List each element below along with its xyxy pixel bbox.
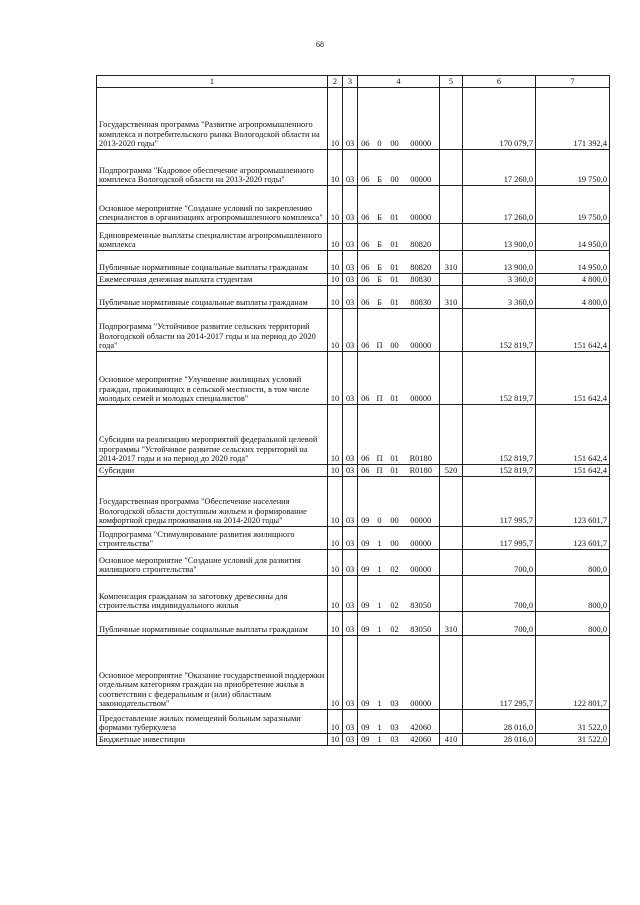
row-code-c: 03 (387, 734, 403, 746)
row-col5 (440, 186, 463, 224)
row-value-7: 171 392,4 (536, 88, 610, 150)
table-row (97, 527, 610, 550)
row-code-b: Б (373, 150, 387, 186)
row-col2: 10 (328, 186, 343, 224)
row-name: Публичные нормативные социальные выплаты гражданам (97, 251, 328, 274)
row-name: Подпрограмма "Стимулирование развития жилищного строительства" (97, 527, 328, 550)
row-code-c: 02 (387, 576, 403, 612)
row-col5 (440, 274, 463, 286)
row-col3: 03 (343, 150, 358, 186)
row-code-b: П (373, 309, 387, 352)
table-row (97, 550, 610, 576)
row-value-6: 28 016,0 (463, 710, 536, 734)
table-row (97, 286, 610, 309)
row-col2: 10 (328, 477, 343, 527)
row-name: Компенсация гражданам за заготовку древесины для строительства индивидуального жилья (97, 576, 328, 612)
row-value-7: 800,0 (536, 612, 610, 636)
row-code-d: 42060 (403, 710, 440, 734)
row-name: Основное мероприятие "Улучшение жилищных условий граждан, проживающих в сельской местности, в том числе молодых семей и молодых специалистов" (97, 352, 328, 405)
row-col3: 03 (343, 186, 358, 224)
row-col3: 03 (343, 636, 358, 710)
row-col5: 520 (440, 465, 463, 477)
row-value-6: 3 360,0 (463, 286, 536, 309)
row-value-6: 13 900,0 (463, 224, 536, 251)
row-code-d: 80830 (403, 274, 440, 286)
row-col2: 10 (328, 274, 343, 286)
row-code-a: 09 (358, 734, 373, 746)
row-col5 (440, 352, 463, 405)
row-col2: 10 (328, 636, 343, 710)
row-code-b: П (373, 352, 387, 405)
row-code-d: 80820 (403, 251, 440, 274)
row-code-c: 01 (387, 352, 403, 405)
table-row (97, 150, 610, 186)
row-value-6: 152 819,7 (463, 352, 536, 405)
row-col5 (440, 576, 463, 612)
row-code-d: R0180 (403, 465, 440, 477)
row-col5: 410 (440, 734, 463, 746)
row-col2: 10 (328, 352, 343, 405)
row-code-b: Б (373, 251, 387, 274)
row-value-7: 122 801,7 (536, 636, 610, 710)
row-col2: 10 (328, 224, 343, 251)
row-name: Публичные нормативные социальные выплаты гражданам (97, 286, 328, 309)
row-name: Подпрограмма "Кадровое обеспечение агропромышленного комплекса Вологодской области на 2013-2020 годы" (97, 150, 328, 186)
row-col3: 03 (343, 88, 358, 150)
row-value-7: 151 642,4 (536, 309, 610, 352)
row-code-b: 1 (373, 710, 387, 734)
table-row (97, 465, 610, 477)
row-code-d: 00000 (403, 477, 440, 527)
row-value-6: 13 900,0 (463, 251, 536, 274)
row-name: Публичные нормативные социальные выплаты гражданам (97, 612, 328, 636)
row-code-a: 09 (358, 612, 373, 636)
row-code-d: 42060 (403, 734, 440, 746)
row-code-d: 00000 (403, 186, 440, 224)
row-col5: 310 (440, 612, 463, 636)
table-row (97, 224, 610, 251)
col-header-5: 5 (440, 76, 463, 88)
row-name: Единовременные выплаты специалистам агропромышленного комплекса (97, 224, 328, 251)
row-code-d: 00000 (403, 527, 440, 550)
row-col3: 03 (343, 352, 358, 405)
row-code-a: 06 (358, 150, 373, 186)
row-code-b: 1 (373, 636, 387, 710)
page-number: 68 (316, 40, 324, 49)
row-col3: 03 (343, 612, 358, 636)
row-code-b: Б (373, 286, 387, 309)
row-value-7: 123 601,7 (536, 477, 610, 527)
row-code-d: R0180 (403, 405, 440, 465)
row-value-7: 31 522,0 (536, 710, 610, 734)
col-header-3: 3 (343, 76, 358, 88)
row-code-c: 00 (387, 477, 403, 527)
row-name: Основное мероприятие "Создание условий для развития жилищного строительства" (97, 550, 328, 576)
row-code-c: 03 (387, 636, 403, 710)
row-name: Предоставление жилых помещений больным заразными формами туберкулеза (97, 710, 328, 734)
table-row (97, 309, 610, 352)
row-code-c: 01 (387, 224, 403, 251)
col-header-1: 1 (97, 76, 328, 88)
row-code-c: 01 (387, 465, 403, 477)
table-row (97, 477, 610, 527)
table-row (97, 405, 610, 465)
row-col2: 10 (328, 734, 343, 746)
table-row (97, 352, 610, 405)
row-code-c: 01 (387, 274, 403, 286)
row-code-c: 00 (387, 527, 403, 550)
row-col5 (440, 405, 463, 465)
row-code-c: 01 (387, 286, 403, 309)
row-code-d: 00000 (403, 352, 440, 405)
table-row (97, 612, 610, 636)
row-col2: 10 (328, 309, 343, 352)
row-col5 (440, 150, 463, 186)
row-code-c: 00 (387, 150, 403, 186)
row-value-6: 117 995,7 (463, 477, 536, 527)
row-col5 (440, 550, 463, 576)
row-col2: 10 (328, 88, 343, 150)
table-row (97, 636, 610, 710)
row-col3: 03 (343, 477, 358, 527)
row-code-d: 80830 (403, 286, 440, 309)
row-code-c: 01 (387, 405, 403, 465)
row-code-b: 1 (373, 612, 387, 636)
row-value-7: 800,0 (536, 550, 610, 576)
row-col2: 10 (328, 710, 343, 734)
header-row (97, 76, 610, 88)
row-value-7: 14 950,0 (536, 251, 610, 274)
table-row (97, 88, 610, 150)
row-code-b: 1 (373, 734, 387, 746)
row-value-7: 151 642,4 (536, 465, 610, 477)
row-name: Субсидии на реализацию мероприятий федеральной целевой программы "Устойчивое развитие сельских территорий на 2014-2017 годы и на период до 2020 года" (97, 405, 328, 465)
row-col5 (440, 710, 463, 734)
row-code-a: 06 (358, 88, 373, 150)
row-col3: 03 (343, 550, 358, 576)
row-col3: 03 (343, 309, 358, 352)
row-code-d: 80820 (403, 224, 440, 251)
row-code-c: 01 (387, 251, 403, 274)
row-col2: 10 (328, 612, 343, 636)
row-value-6: 28 016,0 (463, 734, 536, 746)
row-value-6: 17 260,0 (463, 186, 536, 224)
row-code-a: 09 (358, 710, 373, 734)
row-code-d: 00000 (403, 88, 440, 150)
row-col3: 03 (343, 405, 358, 465)
table-row (97, 734, 610, 746)
table-row (97, 186, 610, 224)
row-code-a: 06 (358, 465, 373, 477)
row-value-6: 117 295,7 (463, 636, 536, 710)
row-code-b: 1 (373, 527, 387, 550)
row-col3: 03 (343, 734, 358, 746)
row-value-6: 152 819,7 (463, 405, 536, 465)
row-name: Ежемесячная денежная выплата студентам (97, 274, 328, 286)
row-col2: 10 (328, 527, 343, 550)
row-code-d: 00000 (403, 309, 440, 352)
row-col5 (440, 527, 463, 550)
row-value-7: 19 750,0 (536, 150, 610, 186)
row-value-6: 152 819,7 (463, 309, 536, 352)
col-header-7: 7 (536, 76, 610, 88)
row-code-a: 09 (358, 576, 373, 612)
row-code-a: 06 (358, 186, 373, 224)
row-code-c: 02 (387, 550, 403, 576)
row-code-b: Б (373, 274, 387, 286)
row-value-6: 17 260,0 (463, 150, 536, 186)
row-value-7: 14 950,0 (536, 224, 610, 251)
row-code-c: 01 (387, 186, 403, 224)
row-code-a: 06 (358, 224, 373, 251)
row-col5: 310 (440, 251, 463, 274)
row-value-7: 123 601,7 (536, 527, 610, 550)
row-code-a: 06 (358, 274, 373, 286)
row-name: Субсидии (97, 465, 328, 477)
row-col2: 10 (328, 251, 343, 274)
col-header-2: 2 (328, 76, 343, 88)
row-name: Бюджетные инвестиции (97, 734, 328, 746)
row-col3: 03 (343, 224, 358, 251)
row-value-6: 700,0 (463, 550, 536, 576)
table-row (97, 274, 610, 286)
row-value-6: 170 079,7 (463, 88, 536, 150)
row-code-d: 83050 (403, 612, 440, 636)
row-code-b: 1 (373, 550, 387, 576)
row-code-a: 06 (358, 405, 373, 465)
row-code-b: 0 (373, 88, 387, 150)
row-col5: 310 (440, 286, 463, 309)
row-code-b: П (373, 405, 387, 465)
row-col3: 03 (343, 465, 358, 477)
row-code-c: 02 (387, 612, 403, 636)
row-value-7: 151 642,4 (536, 405, 610, 465)
row-code-c: 00 (387, 88, 403, 150)
col-header-4: 4 (358, 76, 440, 88)
row-value-7: 31 522,0 (536, 734, 610, 746)
row-col5 (440, 477, 463, 527)
row-col5 (440, 309, 463, 352)
row-code-b: 1 (373, 576, 387, 612)
table-row (97, 710, 610, 734)
row-col3: 03 (343, 576, 358, 612)
row-col2: 10 (328, 550, 343, 576)
row-code-a: 09 (358, 477, 373, 527)
row-value-7: 19 750,0 (536, 186, 610, 224)
row-col3: 03 (343, 286, 358, 309)
row-col3: 03 (343, 710, 358, 734)
row-col2: 10 (328, 150, 343, 186)
row-col5 (440, 88, 463, 150)
row-code-b: П (373, 465, 387, 477)
row-value-7: 151 642,4 (536, 352, 610, 405)
row-name: Основное мероприятие "Оказание государственной поддержки отдельным категориям граждан на приобретение жилья в соответствии с федеральным и (или) областным законодательством" (97, 636, 328, 710)
row-code-a: 06 (358, 286, 373, 309)
row-col3: 03 (343, 527, 358, 550)
row-col2: 10 (328, 286, 343, 309)
table-row (97, 251, 610, 274)
row-col3: 03 (343, 274, 358, 286)
row-value-6: 3 360,0 (463, 274, 536, 286)
row-code-c: 03 (387, 710, 403, 734)
row-col5 (440, 636, 463, 710)
row-name: Государственная программа "Обеспечение населения Вологодской области доступным жильем и формирование комфортной среды проживания на 2014-2020 годы" (97, 477, 328, 527)
row-code-a: 06 (358, 251, 373, 274)
row-code-d: 00000 (403, 636, 440, 710)
row-code-a: 09 (358, 527, 373, 550)
row-code-b: 0 (373, 477, 387, 527)
row-value-6: 700,0 (463, 612, 536, 636)
row-value-6: 152 819,7 (463, 465, 536, 477)
row-col2: 10 (328, 576, 343, 612)
row-code-c: 00 (387, 309, 403, 352)
row-col5 (440, 224, 463, 251)
row-value-7: 4 800,0 (536, 286, 610, 309)
row-code-b: Б (373, 224, 387, 251)
row-name: Государственная программа "Развитие агропромышленного комплекса и потребительского рынка Вологодской области на 2013-2020 годы" (97, 88, 328, 150)
row-value-6: 117 995,7 (463, 527, 536, 550)
row-value-6: 700,0 (463, 576, 536, 612)
row-col3: 03 (343, 251, 358, 274)
col-header-6: 6 (463, 76, 536, 88)
row-code-a: 06 (358, 309, 373, 352)
row-code-d: 83050 (403, 576, 440, 612)
row-code-a: 06 (358, 352, 373, 405)
budget-table (96, 75, 610, 746)
row-code-a: 09 (358, 550, 373, 576)
row-col2: 10 (328, 405, 343, 465)
row-code-b: Б (373, 186, 387, 224)
row-col2: 10 (328, 465, 343, 477)
row-code-d: 00000 (403, 150, 440, 186)
row-value-7: 4 800,0 (536, 274, 610, 286)
table-row (97, 576, 610, 612)
row-value-7: 800,0 (536, 576, 610, 612)
row-name: Подпрограмма "Устойчивое развитие сельских территорий Вологодской области на 2014-2017 годы и на период до 2020 года" (97, 309, 328, 352)
row-name: Основное мероприятие "Создание условий по закреплению специалистов в организациях агропромышленного комплекса" (97, 186, 328, 224)
row-code-a: 09 (358, 636, 373, 710)
row-code-d: 00000 (403, 550, 440, 576)
